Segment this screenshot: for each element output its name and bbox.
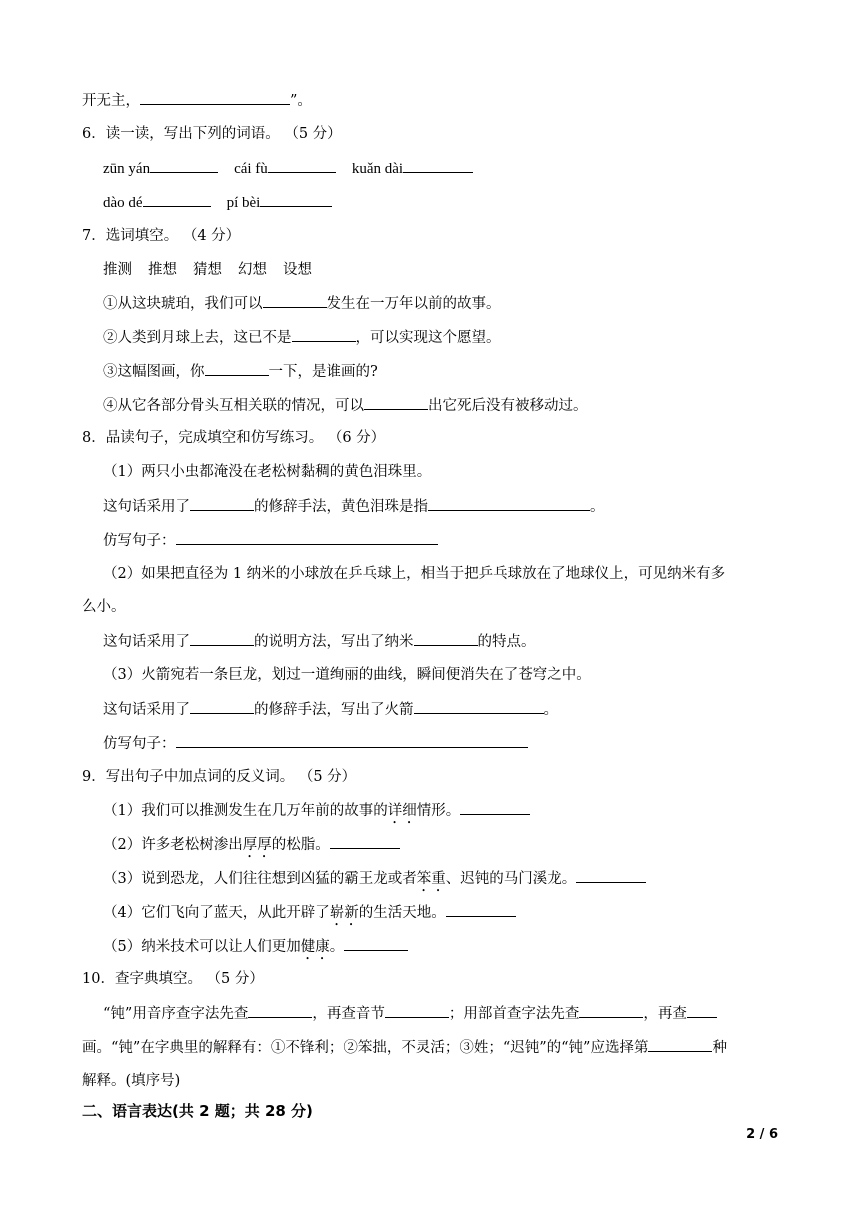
- answer-blank[interactable]: [190, 699, 254, 714]
- answer-blank[interactable]: [330, 834, 400, 849]
- answer-blank[interactable]: [460, 800, 530, 815]
- emphasized-word: 厚厚: [242, 837, 272, 853]
- emphasized-word: 健康: [300, 939, 330, 955]
- word-bank: 推测 推想 猜想 幻想 设想: [103, 262, 312, 278]
- answer-blank[interactable]: [446, 902, 516, 917]
- q8-imitate-1: 仿写句子：: [103, 530, 438, 551]
- question-7-title: 7．选词填空。 （4 分）: [82, 228, 241, 244]
- answer-blank[interactable]: [190, 496, 254, 511]
- emphasized-word: 崭新: [329, 905, 359, 921]
- answer-blank[interactable]: [576, 868, 646, 883]
- answer-blank[interactable]: [687, 1003, 717, 1018]
- page-number: 2 / 6: [746, 1127, 778, 1142]
- answer-blank[interactable]: [414, 631, 478, 646]
- q8-imitate-2: 仿写句子：: [103, 733, 528, 754]
- q10-line-3: 解释。(填序号): [82, 1073, 181, 1089]
- answer-blank[interactable]: [150, 158, 218, 173]
- q8-item-3: （3）火箭宛若一条巨龙，划过一道绚丽的曲线，瞬间便消失在了苍穹之中。: [103, 667, 591, 683]
- q9-item-2: （2）许多老松树渗出厚厚的松脂。: [103, 834, 400, 861]
- answer-blank[interactable]: [263, 293, 327, 308]
- question-8-title: 8．品读句子，完成填空和仿写练习。 （6 分）: [82, 430, 386, 446]
- carryover-line: 开无主， ”。: [82, 90, 312, 111]
- answer-blank[interactable]: [579, 1003, 643, 1018]
- answer-blank[interactable]: [428, 496, 590, 511]
- q6-row-2: dào dé pí bèi: [103, 192, 332, 213]
- q10-line-2: 画。“钝”在字典里的解释有：①不锋利；②笨拙，不灵活；③姓；“迟钝”的“钝”应选择第 种: [82, 1037, 727, 1058]
- q7-sentence-1: ①从这块琥珀，我们可以 发生在一万年以前的故事。: [103, 293, 501, 314]
- q7-sentence-2: ②人类到月球上去，这已不是 ，可以实现这个愿望。: [103, 327, 501, 348]
- question-9-title: 9．写出句子中加点词的反义词。 （5 分）: [82, 769, 357, 785]
- question-6-title: 6．读一读，写出下列的词语。 （5 分）: [82, 126, 342, 142]
- answer-blank[interactable]: [292, 327, 356, 342]
- q8-item-2-cont: 么小。: [82, 599, 126, 615]
- answer-blank[interactable]: [176, 733, 528, 748]
- q7-sentence-4: ④从它各部分骨头互相关联的情况，可以 出它死后没有被移动过。: [103, 395, 588, 416]
- emphasized-word: 笨重: [416, 871, 446, 887]
- q10-line-1: “钝”用音序查字法先查 ，再查音节 ；用部首查字法先查 ，再查: [103, 1003, 717, 1024]
- answer-blank[interactable]: [205, 361, 269, 376]
- answer-blank[interactable]: [403, 158, 473, 173]
- q8-item-2: （2）如果把直径为 1 纳米的小球放在乒乓球上，相当于把乒乓球放在了地球仪上，可见纳米有多: [103, 566, 726, 582]
- answer-blank[interactable]: [143, 192, 211, 207]
- q8-item-3-fill: 这句话采用了 的修辞手法，写出了火箭 。: [103, 699, 558, 720]
- q7-sentence-3: ③这幅图画，你 一下，是谁画的?: [103, 361, 378, 382]
- answer-blank[interactable]: [248, 1003, 312, 1018]
- section-heading: 二、语言表达(共 2 题；共 28 分): [82, 1102, 313, 1120]
- answer-blank[interactable]: [344, 936, 408, 951]
- q8-item-1-fill: 这句话采用了 的修辞手法，黄色泪珠是指 。: [103, 496, 605, 517]
- q8-item-1: （1）两只小虫都淹没在老松树黏稠的黄色泪珠里。: [103, 464, 432, 480]
- answer-blank[interactable]: [414, 699, 544, 714]
- answer-blank[interactable]: [260, 192, 332, 207]
- q9-item-4: （4）它们飞向了蓝天，从此开辟了崭新的生活天地。: [103, 902, 516, 929]
- answer-blank[interactable]: [140, 90, 290, 105]
- answer-blank[interactable]: [176, 530, 438, 545]
- question-10-title: 10．查字典填空。 （5 分）: [82, 971, 264, 987]
- emphasized-word: 详细: [387, 803, 417, 819]
- answer-blank[interactable]: [648, 1037, 712, 1052]
- answer-blank[interactable]: [364, 395, 428, 410]
- answer-blank[interactable]: [268, 158, 336, 173]
- q9-item-1: （1）我们可以推测发生在几万年前的故事的详细情形。: [103, 800, 530, 827]
- answer-blank[interactable]: [190, 631, 254, 646]
- answer-blank[interactable]: [385, 1003, 449, 1018]
- q8-item-2-fill: 这句话采用了 的说明方法，写出了纳米 的特点。: [103, 631, 536, 652]
- q9-item-5: （5）纳米技术可以让人们更加健康。: [103, 936, 408, 963]
- q9-item-3: （3）说到恐龙，人们往往想到凶猛的霸王龙或者笨重、迟钝的马门溪龙。: [103, 868, 646, 895]
- q6-row-1: zūn yán cái fù kuǎn dài: [103, 158, 473, 179]
